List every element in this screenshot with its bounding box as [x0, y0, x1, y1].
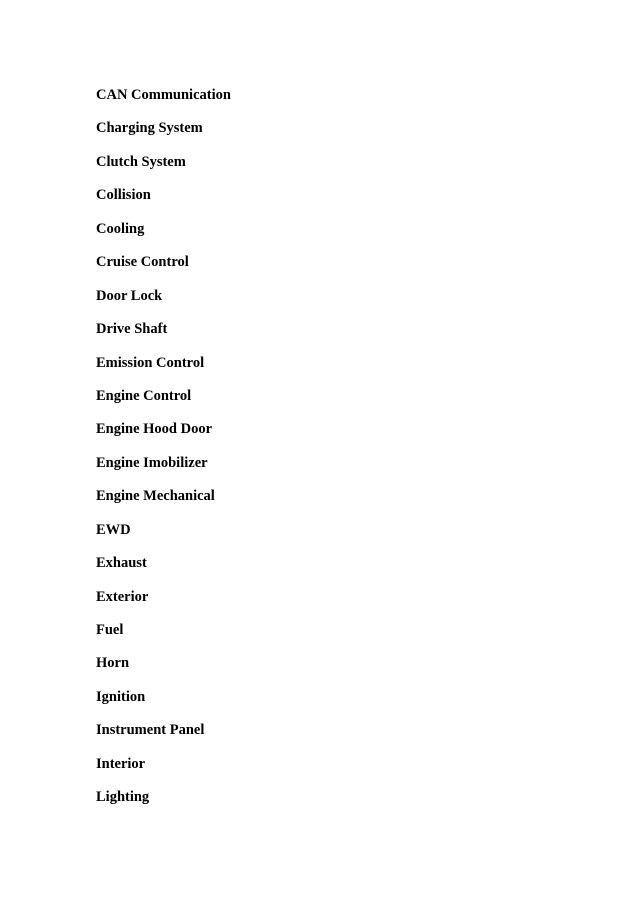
list-item: Cruise Control [96, 254, 189, 271]
list-item: Engine Control [96, 387, 192, 404]
list-item: Horn [96, 655, 130, 672]
list-item: Charging System [96, 120, 203, 137]
list-item: Engine Imobilizer [96, 454, 208, 471]
list-item: Engine Hood Door [96, 421, 213, 438]
list-item: Instrument Panel [96, 722, 205, 739]
list-item: Engine Mechanical [96, 488, 215, 505]
list-item: Ignition [96, 688, 146, 705]
list-item: EWD [96, 521, 131, 538]
list-item: Clutch System [96, 153, 186, 170]
list-item: CAN Communication [96, 87, 231, 103]
list-item: Lighting [96, 789, 150, 806]
list-item: Door Lock [96, 287, 163, 304]
list-item: Emission Control [96, 354, 205, 371]
list-item: Drive Shaft [96, 321, 168, 338]
list-item: Interior [96, 755, 146, 772]
section-list [96, 86, 556, 822]
list-item: Exterior [96, 588, 149, 605]
list-item: Exhaust [96, 555, 147, 572]
list-item: Fuel [96, 622, 124, 638]
list-item: Cooling [96, 220, 145, 237]
list-item: Collision [96, 187, 151, 204]
